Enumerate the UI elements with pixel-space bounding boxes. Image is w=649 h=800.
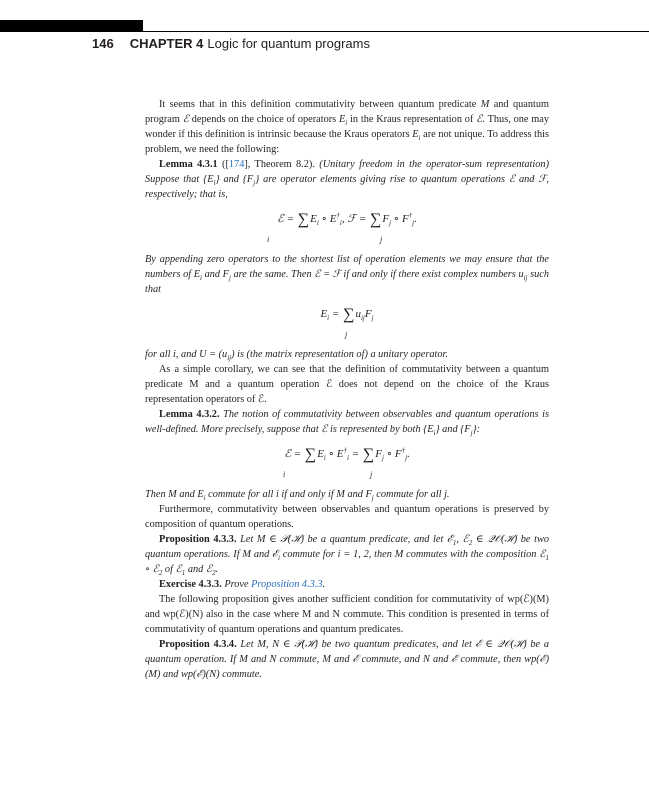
citation-link[interactable]: 174 bbox=[228, 159, 245, 170]
header-rule bbox=[143, 31, 649, 32]
paragraph-sufficient-condition: The following proposition gives another sufficient condition for commutativity of wp(ℰ)(M) and wp(ℰ)(N) also in the case where M and N commute. This condition is presented in terms of commutativity of quantum operations and quantum predicates. bbox=[145, 594, 549, 635]
proposition-4-3-3: Proposition 4.3.3. Let M ∈ 𝒫(ℋ) be a quantum predicate, and let ℰ$_1$, ℰ$_2$ ∈ 𝒬𝒪(ℋ) be two quantum operations. If M and ℰ$_i$ commute for i = 1, 2, then M commutes with the composition ℰ$_1$ ∘ ℰ$_2$ of ℰ$_1$ and ℰ$_2$. bbox=[145, 534, 549, 578]
running-header bbox=[92, 36, 370, 51]
paragraph-composition: Furthermore, commutativity between observables and quantum operations is preserved by composition of quantum operations. bbox=[145, 504, 549, 530]
equation-two-representations: ℰ = $\sum E_i$ ∘ $E^\dagger_i = \sum F_j$ ∘ $F^\dagger_j$. i j bbox=[283, 446, 410, 479]
proposition-link[interactable]: Proposition 4.3.3 bbox=[251, 579, 323, 590]
lemma-4-3-2: Lemma 4.3.2. The notion of commutativity between observables and quantum operations is well-defined. More precisely, suppose that ℰ is represented by both $\{E_i\}$ and $\{F_j\}$: bbox=[145, 409, 549, 438]
page-number: 146 bbox=[92, 36, 114, 51]
chapter-label: CHAPTER 4 bbox=[129, 36, 204, 51]
lemma-4-3-1: Lemma 4.3.1 ([174], Theorem 8.2). (Unitary freedom in the operator-sum representation) Suppose that $\{E_i\}$ and $\{F_j\}$ are operator elements giving rise to quantum operations ℰ and ℱ, respectively; that is, bbox=[145, 159, 550, 200]
lemma-4-3-1-continued: By appending zero operators to the shortest list of operation elements we may ensure that the numbers of $E_i$ and $F_j$ are the same. Then ℰ = ℱ if and only if there exist complex numbers $u_{ij}$ such that bbox=[145, 254, 549, 295]
paragraph-corollary: As a simple corollary, we can see that the definition of commutativity between a quantum predicate M and a quantum operation ℰ does not depend on the choice of the Kraus representation operators of ℰ. bbox=[145, 364, 549, 405]
lemma-4-3-1-end: for all i, and $U = (u_{ij})$ is (the matrix representation of) a unitary operator. bbox=[145, 349, 448, 363]
lemma-4-3-2-end: Then M and $E_i$ commute for all i if and only if M and $F_j$ commute for all j. bbox=[145, 489, 450, 503]
exercise-4-3-3: Exercise 4.3.3. Prove Proposition 4.3.3. bbox=[159, 579, 326, 590]
page-body bbox=[145, 97, 549, 682]
proposition-4-3-4: Proposition 4.3.4. Let M, N ∈ 𝒫(ℋ) be two quantum predicates, and let ℰ ∈ 𝒬𝒪(ℋ) be a quantum operation. If M and N commute, M and ℰ commute, and N and ℰ commute, then wp(ℰ)(M) and wp(ℰ)(N) commute. bbox=[145, 639, 549, 680]
equation-unitary-relation: $E_i = \sum u_{ij}F_j$ j bbox=[320, 306, 374, 339]
chapter-title: Logic for quantum programs bbox=[207, 36, 370, 51]
header-black-bar bbox=[0, 20, 143, 32]
paragraph-intro: It seems that in this definition commutativity between quantum predicate M and quantum program ℰ depends on the choice of operators $E_i$ in the Kraus representation of ℰ. Thus, one may wonder if this definition is intrinsic because the Kraus operators $E_i$ are not unique. To address this problem, we need the following: bbox=[145, 99, 550, 155]
equation-operator-sum: ℰ = $\sum E_i$ ∘ $E^\dagger_i$, ℱ = $\sum F_j$ ∘ $F^\dagger_j$. i j bbox=[267, 211, 417, 244]
